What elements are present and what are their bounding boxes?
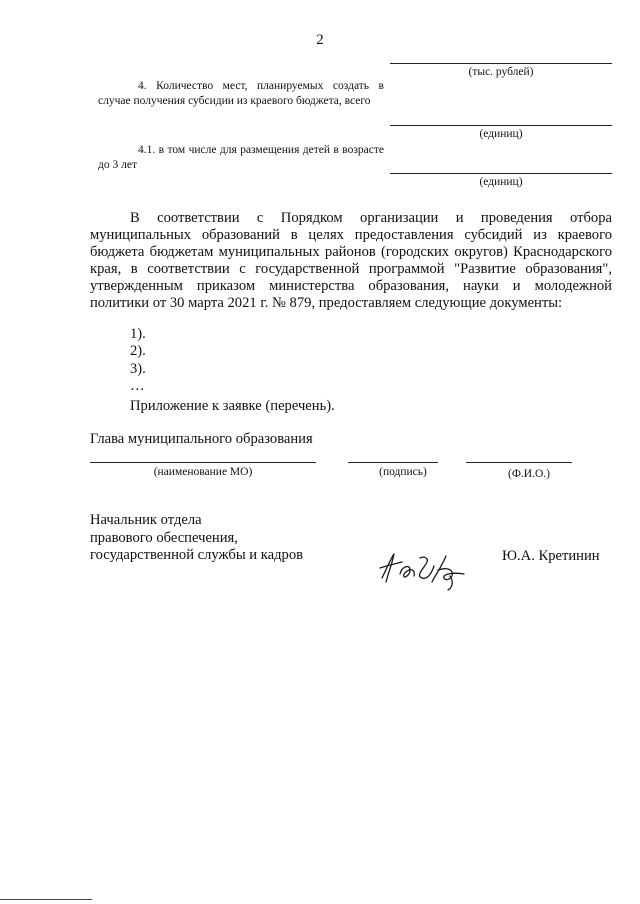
field-text: в том числе для размещения детей в возрасте до 3 лет (98, 144, 385, 171)
head-title: Глава муниципального образования (90, 431, 313, 447)
field-number: 4.1. (138, 144, 156, 156)
caption-units-2: (единиц) (479, 176, 523, 188)
caption-thousand-rubles: (тыс. рублей) (468, 66, 534, 78)
caption-units-1: (единиц) (479, 128, 523, 140)
blank-line-places-total (390, 125, 612, 126)
footer-rule (0, 899, 92, 900)
caption-mo-name: (наименование МО) (153, 466, 253, 478)
handwritten-signature (372, 548, 472, 592)
list-item: 2). (130, 343, 146, 360)
field-text: Количество мест, планируемых создать в случае получения субсидии из краевого бюджета, всего (98, 80, 384, 107)
blank-line-places-under-3 (390, 173, 612, 174)
list-item: 3). (130, 360, 146, 377)
blank-line-full-name (466, 462, 572, 463)
field-number: 4. (138, 80, 147, 92)
appendix-note: Приложение к заявке (перечень). (130, 398, 335, 414)
body-paragraph: В соответствии с Порядком организации и проведения отбора муниципальных образований в целях предоставления субсидий из краевого бюджета бюджетам муниципальных районов (городских округов) Краснодарского края, в соответствии с государственной программой "Развитие образования", утвержденным приказом министерства образования, науки и молодежной политики от 30 марта 2021 г. № 879, предоставляем следующие документы: (90, 210, 612, 312)
official-name: Ю.А. Кретинин (502, 548, 600, 564)
field-places-under-3 (98, 143, 384, 173)
document-list (130, 326, 146, 395)
blank-line-mo-name (90, 462, 316, 463)
caption-signature: (подпись) (379, 466, 427, 478)
list-item: … (130, 377, 145, 394)
field-places-total (98, 79, 384, 109)
list-item: 1). (130, 326, 146, 342)
official-title: Начальник отдела правового обеспечения, государственной службы и кадров (90, 512, 304, 563)
caption-full-name: (Ф.И.О.) (508, 468, 550, 480)
blank-line-signature (348, 462, 438, 463)
page-number: 2 (316, 32, 324, 48)
blank-line-thousand-rubles (390, 63, 612, 64)
